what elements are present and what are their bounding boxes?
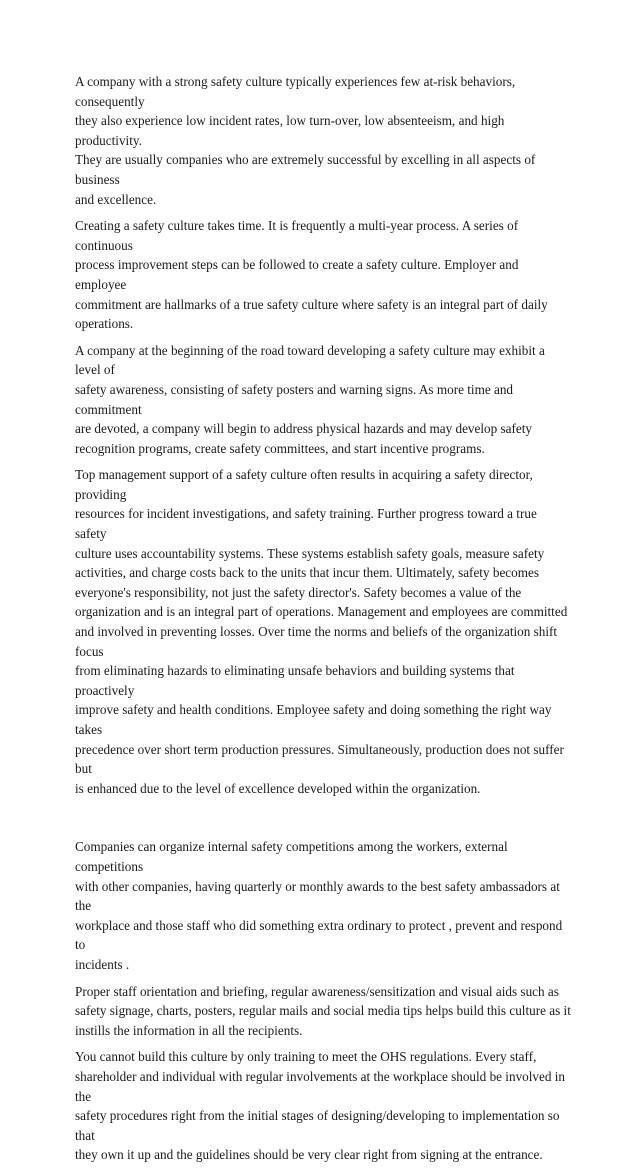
paragraph-top-management-support: Top management support of a safety culture often results in acquiring a safety director, providing resources for incident investigations, and safety training. Further progress toward a true safety culture uses accountability systems. These systems establish safety goals, measure safety activities, and charge costs back to the units that incur them. Ultimately, safety becomes everyone's responsibility, not just the safety director's. Safety becomes a value of the organization and is an integral part of operations. Management and employees are committed and involved in preventing losses. Over time the norms and beliefs of the organization shift focus from eliminating hazards to eliminating unsafe behaviors and building systems that proactively improve safety and health conditions. Employee safety and doing something the right way takes precedence over short term production pressures. Simultaneously, production does not suffer but is enhanced due to the level of excellence developed within the organization. bbox=[75, 467, 568, 796]
paragraph-strong-safety-culture: A company with a strong safety culture typically experiences few at-risk behaviors, consequently they also experience low incident rates, low turn-over, low absenteeism, and high productivity. They are usually companies who are extremely successful by excelling in all aspects of business and excellence. bbox=[75, 74, 536, 207]
document-body bbox=[75, 72, 571, 1172]
paragraph-ohs-regulations: You cannot build this culture by only training to meet the OHS regulations. Every staff, shareholder and individual with regular involvements at the workplace should be involved in the safety procedures right from the initial stages of designing/developing to implementation so that they own it up and the guidelines should be very clear right from signing at the entrance. bbox=[75, 1049, 566, 1163]
paragraph-staff-orientation: Proper staff orientation and briefing, regular awareness/sensitization and visual aids such as safety signage, charts, posters, regular mails and social media tips helps build this culture as it instills the information in all the recipients. bbox=[75, 983, 571, 1038]
paragraph-beginning-of-road: A company at the beginning of the road toward developing a safety culture may exhibit a level of safety awareness, consisting of safety posters and warning signs. As more time and commitment are devoted, a company will begin to address physical hazards and may develop safety recognition programs, create safety committees, and start incentive programs. bbox=[75, 342, 545, 456]
paragraph-creating-safety-culture: Creating a safety culture takes time. It is frequently a multi-year process. A series of continuous process improvement steps can be followed to create a safety culture. Employer and employee commitment are hallmarks of a true safety culture where safety is an integral part of daily operations. bbox=[75, 218, 548, 332]
paragraph-safety-competitions: Companies can organize internal safety competitions among the workers, external competitions with other companies, having quarterly or monthly awards to the best safety ambassadors at the workplace and those staff who did something extra ordinary to protect , prevent and respond to incidents . bbox=[75, 839, 563, 972]
